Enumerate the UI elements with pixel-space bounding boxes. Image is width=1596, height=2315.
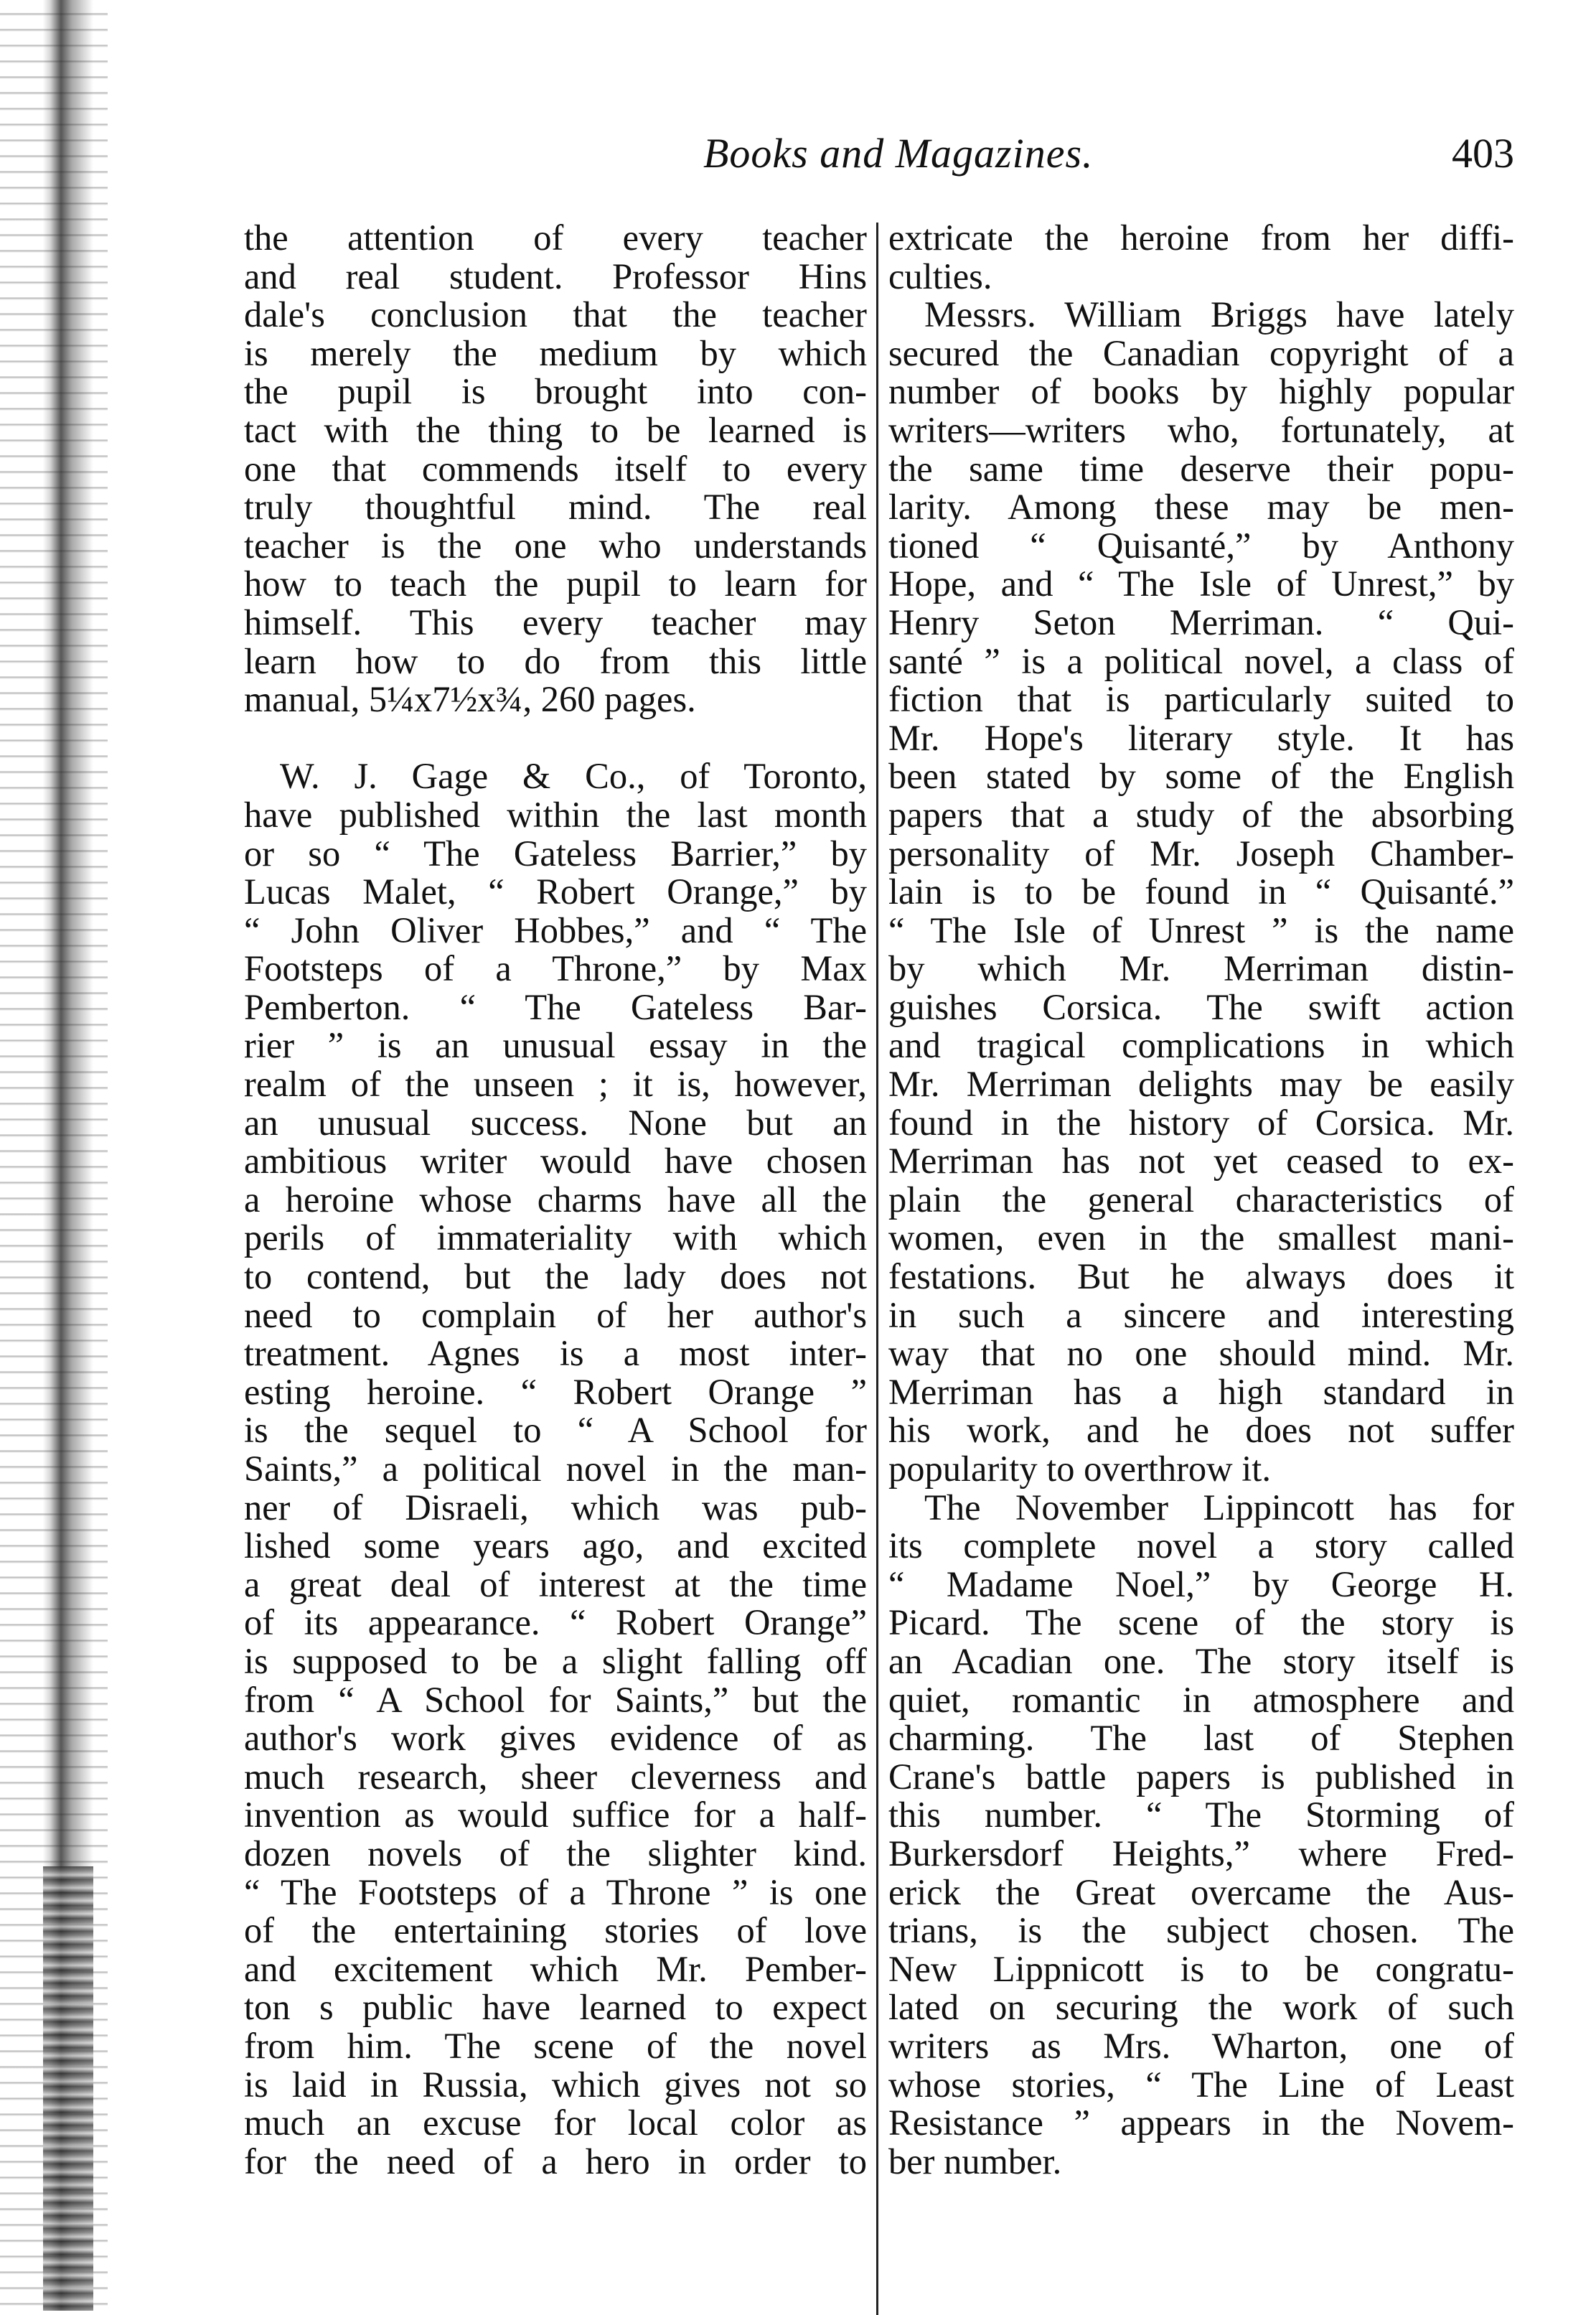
- text-line: festations. But he always does it: [888, 1256, 1514, 1297]
- text-line: from him. The scene of the novel: [244, 2025, 867, 2066]
- text-line: Henry Seton Merriman. “ Qui-: [888, 602, 1514, 642]
- text-line: author's work gives evidence of as: [244, 1718, 867, 1759]
- text-line: Footsteps of a Throne,” by Max: [244, 948, 867, 989]
- text-line: guishes Corsica. The swift action: [888, 986, 1514, 1027]
- page-binding-shadow: [43, 1866, 93, 2311]
- text-line: papers that a study of the absorbing: [888, 794, 1514, 835]
- text-line: secured the Canadian copyright of a: [888, 332, 1514, 373]
- text-line: ner of Disraeli, which was pub-: [244, 1487, 867, 1528]
- text-line: “ John Oliver Hobbes,” and “ The: [244, 909, 867, 950]
- text-line: extricate the heroine from her diffi-: [888, 218, 1514, 258]
- column-divider: [876, 223, 878, 2315]
- text-line: is laid in Russia, which gives not so: [244, 2064, 867, 2105]
- text-line: ambitious writer would have chosen: [244, 1141, 867, 1182]
- text-line: dale's conclusion that the teacher: [244, 294, 867, 335]
- text-line: of its appearance. “ Robert Orange”: [244, 1602, 867, 1643]
- text-line: W. J. Gage & Co., of Toronto,: [280, 756, 867, 797]
- text-line: perils of immateriality with which: [244, 1217, 867, 1258]
- text-line: an Acadian one. The story itself is: [888, 1640, 1514, 1681]
- text-line: Burkersdorf Heights,” where Fred-: [888, 1833, 1514, 1874]
- text-line: one that commends itself to every: [244, 448, 867, 489]
- text-line: the same time deserve their popu-: [888, 448, 1514, 489]
- text-line: fiction that is particularly suited to: [888, 679, 1514, 720]
- text-line: Merriman has not yet ceased to ex-: [888, 1141, 1514, 1182]
- text-line: ber number.: [888, 2141, 1062, 2181]
- text-line: dozen novels of the slighter kind.: [244, 1833, 867, 1874]
- text-line: realm of the unseen ; it is, however,: [244, 1064, 867, 1105]
- text-line: learn how to do from this little: [244, 640, 867, 681]
- text-line: Mr. Hope's literary style. It has: [888, 717, 1514, 758]
- text-line: a great deal of interest at the time: [244, 1563, 867, 1604]
- text-line: Resistance ” appears in the Novem-: [888, 2103, 1514, 2143]
- text-line: been stated by some of the English: [888, 756, 1514, 797]
- text-line: rier ” is an unusual essay in the: [244, 1025, 867, 1066]
- text-line: erick the Great overcame the Aus-: [888, 1871, 1514, 1912]
- text-line: from “ A School for Saints,” but the: [244, 1679, 867, 1720]
- text-line: is merely the medium by which: [244, 332, 867, 373]
- text-line: New Lippnicott is to be congratu-: [888, 1948, 1514, 1989]
- text-line: the attention of every teacher: [244, 218, 867, 258]
- running-head: [244, 122, 1514, 194]
- text-line: by which Mr. Merriman distin-: [888, 948, 1514, 989]
- text-line: plain the general characteristics of: [888, 1179, 1514, 1220]
- text-line: Merriman has a high standard in: [888, 1371, 1514, 1412]
- text-line: found in the history of Corsica. Mr.: [888, 1102, 1514, 1143]
- text-line: and real student. Professor Hins: [244, 256, 867, 296]
- text-line: have published within the last month: [244, 794, 867, 835]
- text-line: culties.: [888, 256, 992, 296]
- text-line: “ Madame Noel,” by George H.: [888, 1563, 1514, 1604]
- text-line: writers—writers who, fortunately, at: [888, 409, 1514, 450]
- text-line: charming. The last of Stephen: [888, 1718, 1514, 1759]
- text-line: much research, sheer cleverness and: [244, 1756, 867, 1797]
- text-line: larity. Among these may be men-: [888, 487, 1514, 528]
- text-line: Lucas Malet, “ Robert Orange,” by: [244, 871, 867, 912]
- text-line: esting heroine. “ Robert Orange ”: [244, 1371, 867, 1412]
- text-line: trians, is the subject chosen. The: [888, 1910, 1514, 1951]
- right-column: [888, 219, 1514, 2181]
- text-line: much an excuse for local color as: [244, 2103, 867, 2143]
- text-line: writers as Mrs. Wharton, one of: [888, 2025, 1514, 2066]
- running-title: Books and Magazines.: [703, 130, 1094, 177]
- text-line: for the need of a hero in order to: [244, 2141, 867, 2181]
- text-line: way that no one should mind. Mr.: [888, 1333, 1514, 1374]
- text-line: truly thoughtful mind. The real: [244, 487, 867, 528]
- paragraph-gap: [244, 719, 867, 758]
- text-line: treatment. Agnes is a most inter-: [244, 1333, 867, 1374]
- text-line: or so “ The Gateless Barrier,” by: [244, 833, 867, 874]
- text-line: an unusual success. None but an: [244, 1102, 867, 1143]
- text-line: invention as would suffice for a half-: [244, 1795, 867, 1835]
- text-line: “ The Isle of Unrest ” is the name: [888, 909, 1514, 950]
- text-line: this number. “ The Storming of: [888, 1795, 1514, 1835]
- text-line: “ The Footsteps of a Throne ” is one: [244, 1871, 867, 1912]
- text-line: Crane's battle papers is published in: [888, 1756, 1514, 1797]
- text-line: his work, and he does not suffer: [888, 1410, 1514, 1451]
- text-line: tact with the thing to be learned is: [244, 409, 867, 450]
- text-line: Picard. The scene of the story is: [888, 1602, 1514, 1643]
- text-line: tioned “ Quisanté,” by Anthony: [888, 525, 1514, 566]
- text-line: its complete novel a story called: [888, 1525, 1514, 1566]
- text-line: personality of Mr. Joseph Chamber-: [888, 833, 1514, 874]
- text-line: the pupil is brought into con-: [244, 371, 867, 412]
- text-line: quiet, romantic in atmosphere and: [888, 1679, 1514, 1720]
- text-line: whose stories, “ The Line of Least: [888, 2064, 1514, 2105]
- text-line: Hope, and “ The Isle of Unrest,” by: [888, 563, 1514, 604]
- text-line: The November Lippincott has for: [924, 1487, 1514, 1528]
- text-line: santé ” is a political novel, a class of: [888, 640, 1514, 681]
- text-line: women, even in the smallest mani-: [888, 1217, 1514, 1258]
- text-line: lished some years ago, and excited: [244, 1525, 867, 1566]
- left-column: [244, 219, 867, 2181]
- text-line: manual, 5¼x7½x¾, 260 pages.: [244, 679, 696, 720]
- text-line: to contend, but the lady does not: [244, 1256, 867, 1297]
- text-line: teacher is the one who understands: [244, 525, 867, 566]
- text-line: need to complain of her author's: [244, 1294, 867, 1335]
- text-line: Saints,” a political novel in the man-: [244, 1449, 867, 1489]
- text-line: and tragical complications in which: [888, 1025, 1514, 1066]
- text-line: himself. This every teacher may: [244, 602, 867, 642]
- text-line: Mr. Merriman delights may be easily: [888, 1064, 1514, 1105]
- text-line: how to teach the pupil to learn for: [244, 563, 867, 604]
- text-line: lain is to be found in “ Quisanté.”: [888, 871, 1514, 912]
- text-line: of the entertaining stories of love: [244, 1910, 867, 1951]
- text-line: popularity to overthrow it.: [888, 1449, 1271, 1489]
- text-line: ton s public have learned to expect: [244, 1987, 867, 2028]
- text-line: Messrs. William Briggs have lately: [924, 294, 1514, 335]
- text-line: a heroine whose charms have all the: [244, 1179, 867, 1220]
- text-line: number of books by highly popular: [888, 371, 1514, 412]
- text-line: Pemberton. “ The Gateless Bar-: [244, 986, 867, 1027]
- text-line: in such a sincere and interesting: [888, 1294, 1514, 1335]
- text-line: lated on securing the work of such: [888, 1987, 1514, 2028]
- text-line: is the sequel to “ A School for: [244, 1410, 867, 1451]
- page-number: 403: [1452, 130, 1514, 177]
- text-line: is supposed to be a slight falling off: [244, 1640, 867, 1681]
- text-line: and excitement which Mr. Pember-: [244, 1948, 867, 1989]
